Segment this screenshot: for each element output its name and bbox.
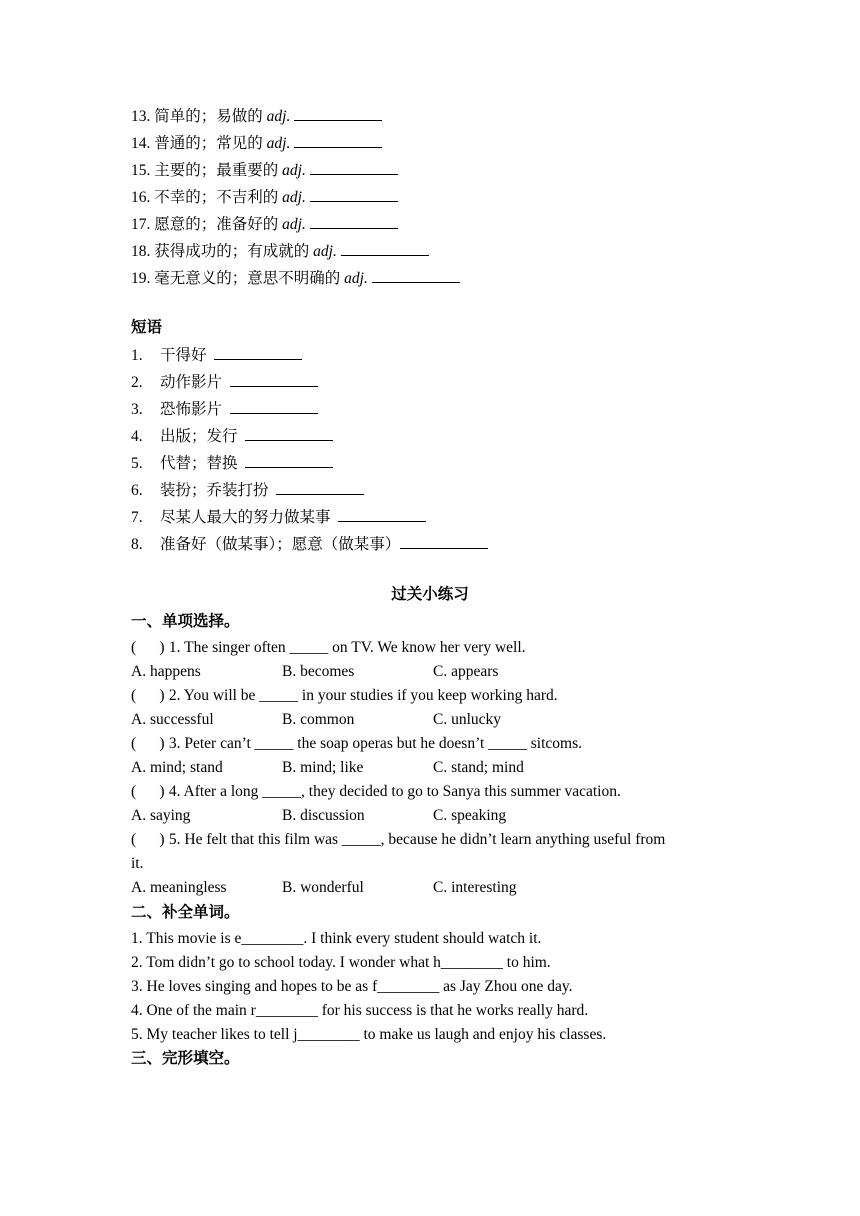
item-number: 6. [131,482,143,499]
item-chinese: 装扮；乔装打扮 [160,482,269,499]
option-a[interactable]: A. mind; stand [131,759,223,776]
answer-blank[interactable] [294,133,382,148]
mc-options [131,662,498,682]
fill-item: 2. Tom didn’t go to school today. I wonder what h________ to him. [131,954,551,971]
item-chinese: 毫无意义的；意思不明确的 [154,270,341,287]
answer-blank[interactable] [338,507,426,522]
vocab-item [131,160,398,181]
close-paren: ) [159,783,165,800]
vocab-item [131,268,460,289]
item-chinese: 代替；替换 [160,455,238,472]
option-c[interactable]: C. stand; mind [433,759,524,776]
mc-question [131,830,665,850]
practice-title: 过关小练习 [391,586,469,603]
fill-item: 3. He loves singing and hopes to be as f________ as Jay Zhou one day. [131,978,573,995]
mc-question [131,638,526,658]
option-a[interactable]: A. saying [131,807,191,824]
close-paren: ) [159,639,165,656]
mc-question [131,782,621,802]
answer-blank[interactable] [372,268,460,283]
answer-blank[interactable] [245,426,333,441]
item-number: 14. [131,135,151,152]
part-of-speech: adj. [313,243,337,260]
item-number: 2. [131,374,143,391]
phrase-item [131,345,302,366]
part-of-speech: adj. [266,135,291,152]
open-paren: ( [131,735,137,752]
part-of-speech: adj. [266,108,291,125]
vocab-item [131,214,398,235]
fill-item: 5. My teacher likes to tell j________ to make us laugh and enjoy his classes. [131,1026,607,1043]
item-chinese: 准备好（做某事）；愿意（做某事） [160,536,401,553]
item-number: 5. [131,455,143,472]
item-chinese: 简单的；易做的 [154,108,263,125]
item-number: 17. [131,216,151,233]
open-paren: ( [131,687,137,704]
part-of-speech: adj. [282,216,306,233]
option-c[interactable]: C. speaking [433,807,507,824]
close-paren: ) [159,735,165,752]
phrase-item [131,399,318,420]
question-text: 5. He felt that this film was _____, because he didn’t learn anything useful from [168,831,666,848]
close-paren: ) [159,687,165,704]
question-text: 1. The singer often _____ on TV. We know her very well. [168,639,526,656]
phrase-item [131,534,488,555]
close-paren: ) [159,831,165,848]
open-paren: ( [131,831,137,848]
vocab-item [131,133,382,154]
mc-options [131,806,506,826]
vocab-item [131,187,398,208]
option-a[interactable]: A. meaningless [131,879,227,896]
item-number: 8. [131,536,143,553]
option-b[interactable]: B. mind; like [282,759,364,776]
question-continuation: it. [131,855,144,872]
item-number: 1. [131,347,143,364]
option-b[interactable]: B. becomes [282,663,355,680]
answer-blank[interactable] [245,453,333,468]
answer-blank[interactable] [214,345,302,360]
part-of-speech: adj. [282,162,306,179]
part-of-speech: adj. [282,189,306,206]
question-text: 4. After a long _____, they decided to go to Sanya this summer vacation. [168,783,621,800]
item-chinese: 动作影片 [160,374,223,391]
option-a[interactable]: A. happens [131,663,201,680]
answer-blank[interactable] [341,241,429,256]
item-number: 4. [131,428,143,445]
item-number: 15. [131,162,151,179]
answer-blank[interactable] [230,399,318,414]
answer-blank[interactable] [400,534,488,549]
item-number: 7. [131,509,143,526]
section-heading: 一、单项选择。 [131,613,240,630]
answer-blank[interactable] [294,106,382,121]
question-text: 3. Peter can’t _____ the soap operas but he doesn’t _____ sitcoms. [168,735,582,752]
open-paren: ( [131,639,137,656]
phrase-item [131,453,333,474]
item-number: 3. [131,401,143,418]
mc-question [131,686,558,706]
fill-item: 1. This movie is e________. I think every student should watch it. [131,930,542,947]
item-number: 19. [131,270,151,287]
item-chinese: 出版；发行 [160,428,238,445]
vocab-item [131,106,382,127]
mc-options [131,758,524,778]
phrase-item [131,507,426,528]
mc-options [131,878,517,898]
answer-blank[interactable] [310,187,398,202]
item-chinese: 不幸的；不吉利的 [154,189,279,206]
item-chinese: 主要的；最重要的 [154,162,279,179]
open-paren: ( [131,783,137,800]
fill-item: 4. One of the main r________ for his success is that he works really hard. [131,1002,589,1019]
answer-blank[interactable] [230,372,318,387]
option-b[interactable]: B. common [282,711,355,728]
option-c[interactable]: C. interesting [433,879,517,896]
phrase-item [131,372,318,393]
item-chinese: 获得成功的；有成就的 [154,243,310,260]
item-chinese: 愿意的；准备好的 [154,216,279,233]
answer-blank[interactable] [276,480,364,495]
section-heading: 三、完形填空。 [131,1050,240,1067]
section-heading: 二、补全单词。 [131,904,240,921]
question-text: 2. You will be _____ in your studies if you keep working hard. [168,687,558,704]
item-number: 13. [131,108,151,125]
phrase-item [131,426,333,447]
item-number: 16. [131,189,151,206]
item-number: 18. [131,243,151,260]
option-a[interactable]: A. successful [131,711,214,728]
item-chinese: 恐怖影片 [160,401,223,418]
mc-question [131,734,582,754]
vocab-item [131,241,429,262]
option-b[interactable]: B. wonderful [282,879,364,896]
answer-blank[interactable] [310,214,398,229]
answer-blank[interactable] [310,160,398,175]
phrases-heading: 短语 [131,319,163,336]
item-chinese: 干得好 [160,347,207,364]
mc-options [131,710,501,730]
part-of-speech: adj. [344,270,368,287]
phrase-item [131,480,364,501]
option-b[interactable]: B. discussion [282,807,365,824]
item-chinese: 尽某人最大的努力做某事 [160,509,331,526]
option-c[interactable]: C. appears [433,663,499,680]
item-chinese: 普通的；常见的 [154,135,263,152]
option-c[interactable]: C. unlucky [433,711,502,728]
